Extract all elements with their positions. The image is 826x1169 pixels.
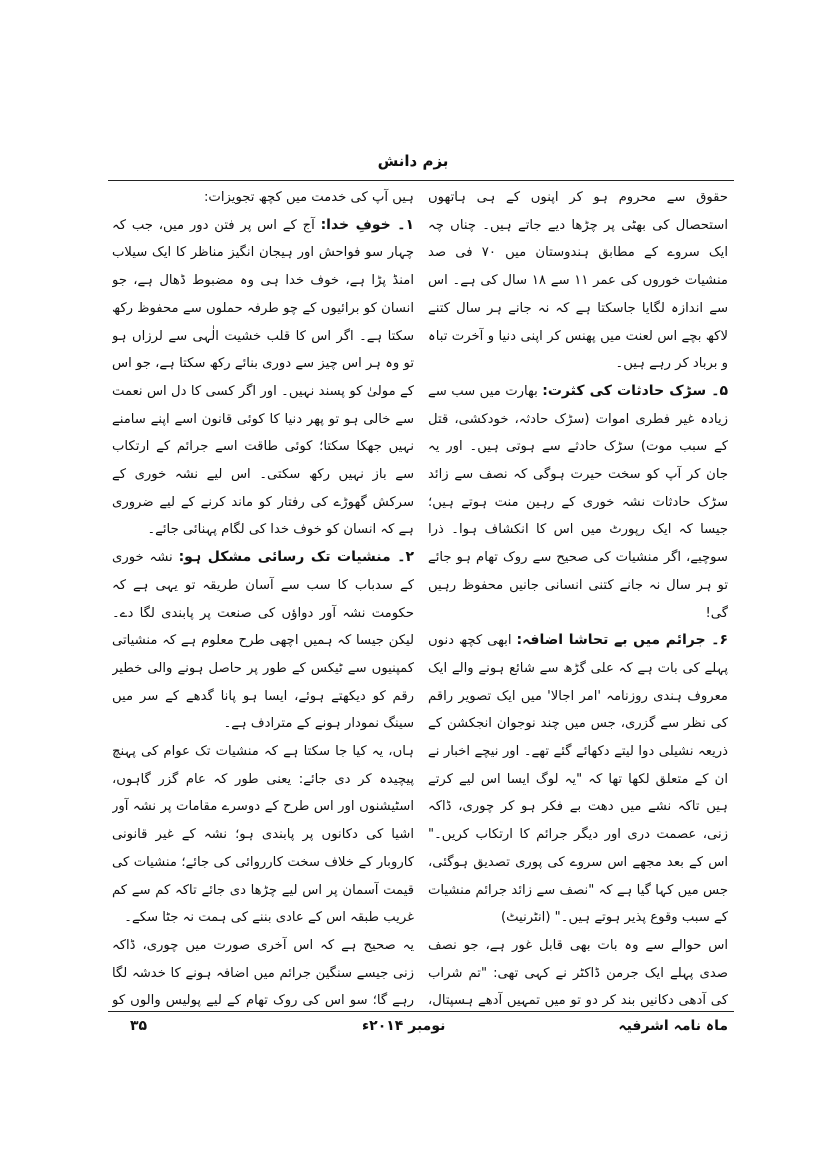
text-column-left	[112, 184, 414, 1008]
paragraph: حقوق سے محروم ہو کر اپنوں کے ہی ہاتھوں استحصال کی بھٹی پر چڑھا دیے جاتے ہیں۔ چناں چہ ایک سروے کے مطابق ہندوستان میں ۷۰ فی صد منشیات خوروں کی عمر ۱۱ سے ۱۸ سال کی ہے۔ اس سے اندازہ لگایا جاسکتا ہے کہ نہ جانے ہر سال کتنے لاکھ بچے اس لعنت میں پھنس کر اپنی دنیا و آخرت تباہ و برباد کر رہے ہیں۔	[428, 190, 728, 372]
footer-journal-name: ماہ نامہ اشرفیہ	[618, 1018, 728, 1034]
page-footer	[112, 1018, 728, 1042]
running-header-title: بزم دانش	[377, 152, 449, 170]
text-column-right	[428, 184, 728, 1008]
paragraph: یہ صحیح ہے کہ اس آخری صورت میں چوری، ڈاکہ زنی جیسے سنگین جرائم میں اضافہ ہونے کا خدشہ لگا رہے گا؛ سو اس کی روک تھام کے لیے پولیس والوں کو	[112, 937, 414, 1008]
page-number: ۳۵	[130, 1018, 148, 1034]
paragraph: ۵۔ سڑک حادثات کی کثرت: بھارت میں سب سے زیادہ غیر فطری اموات (سڑک حادثہ، خودکشی، قتل کے سبب موت) سڑک حادثے سے ہوتی ہیں۔ اور یہ جان کر آپ کو سخت حیرت ہوگی کہ نصف سے زائد سڑک حادثات نشہ خوری کے رہین منت ہوتے ہیں؛ جیسا کہ ایک رپورٹ میں اس کا انکشاف ہوا۔ ذرا سوچیے، اگر منشیات کی صحیح سے روک تھام ہو جائے تو ہر سال نہ جانے کتنی انسانی جانیں محفوظ رہیں گی!	[428, 382, 728, 621]
paragraph: ہیں آپ کی خدمت میں کچھ تجویزات:	[203, 190, 414, 205]
paragraph: ۱۔ خوفِ خدا: آج کے اس پر فتن دور میں، جب کہ چہار سو فواحش اور ہیجان انگیز مناظر کا ایک سیلاب امنڈ پڑا ہے، خوف خدا ہی وہ مضبوط ڈھال ہے، جو انسان کو برائیوں کے چو طرفہ حملوں سے محفوظ رکھ سکتا ہے۔ اگر اس کا قلب خشیت الٰہی سے لرزاں ہو تو وہ ہر اس چیز سے دوری بنائے رکھ سکتا ہے، جو اس کے مولیٰ کو پسند نہیں۔ اور اگر کسی کا دل اس نعمت سے خالی ہو تو پھر دنیا کا کوئی قانون اسے اپنے سامنے نہیں جھکا سکتا؛ کوئی طاقت اسے جرائم کے ارتکاب سے باز نہیں رکھ سکتی۔ اس لیے نشہ خوری کے سرکش گھوڑے کی رفتار کو ماند کرنے کے لیے ضروری ہے کہ انسان کو خوف خدا کی لگام پہنائی جائے۔	[112, 216, 414, 538]
paragraph: ہاں، یہ کیا جا سکتا ہے کہ منشیات تک عوام کی پہنچ پیچیدہ کر دی جائے: یعنی طور کہ عام گزر گاہوں، اسٹیشنوں اور اس طرح کے دوسرے مقامات پر نشہ آور اشیا کی دکانوں پر پابندی ہو؛ نشہ کے غیر قانونی کاروبار کے خلاف سخت کارروائی کی جائے؛ منشیات کی قیمت آسمان پر اس لیے چڑھا دی جائے تاکہ کم سے کم غریب طبقہ اس کے عادی بننے کی ہمت نہ جٹا سکے۔	[112, 744, 414, 926]
header-rule	[108, 180, 734, 181]
paragraph: اس حوالے سے وہ بات بھی قابل غور ہے، جو نصف صدی پہلے ایک جرمن ڈاکٹر نے کہی تھی: "تم شراب کی آدھی دکانیں بند کر دو تو میں تمہیں آدھے ہسپتال،	[428, 937, 728, 1008]
footer-rule	[108, 1011, 734, 1012]
paragraph: ۶۔ جرائم میں بے تحاشا اضافہ: ابھی کچھ دنوں پہلے کی بات ہے کہ علی گڑھ سے شائع ہونے والے ایک معروف ہندی روزنامہ 'امر اجالا' میں ایک تصویر راقم کی نظر سے گزری، جس میں چند نوجوان انجکشن کے ذریعہ نشیلی دوا لیتے دکھائے گئے تھے۔ اور نیچے اخبار نے ان کے متعلق لکھا تھا کہ "یہ لوگ ایسا اس لیے کرتے ہیں تاکہ نشے میں دھت بے فکر ہو کر چوری، ڈاکہ زنی، عصمت دری اور دیگر جرائم کا ارتکاب کریں۔" اس کے بعد مجھے اس سروے کی پوری تصدیق ہوگئی، جس میں کہا گیا ہے کہ "نصف سے زائد جرائم منشیات کے سبب وقوع پذیر ہوتے ہیں۔" (انٹرنیٹ)	[428, 632, 728, 926]
footer-issue-date: نومبر ۲۰۱۴ء	[362, 1018, 446, 1034]
paragraph: ۲۔ منشیات تک رسائی مشکل ہو: نشہ خوری کے سدباب کا سب سے آسان طریقہ تو یہی ہے کہ حکومت نشہ آور دواؤں کی صنعت پر پابندی لگا دے۔ لیکن جیسا کہ ہمیں اچھی طرح معلوم ہے کہ منشیاتی کمپنیوں سے ٹیکس کے طور پر حاصل ہونے والی خطیر رقم کو دیکھتے ہوئے، ایسا ہو پانا گدھے کے سر میں سینگ نمودار ہونے کے مترادف ہے۔	[112, 549, 414, 732]
